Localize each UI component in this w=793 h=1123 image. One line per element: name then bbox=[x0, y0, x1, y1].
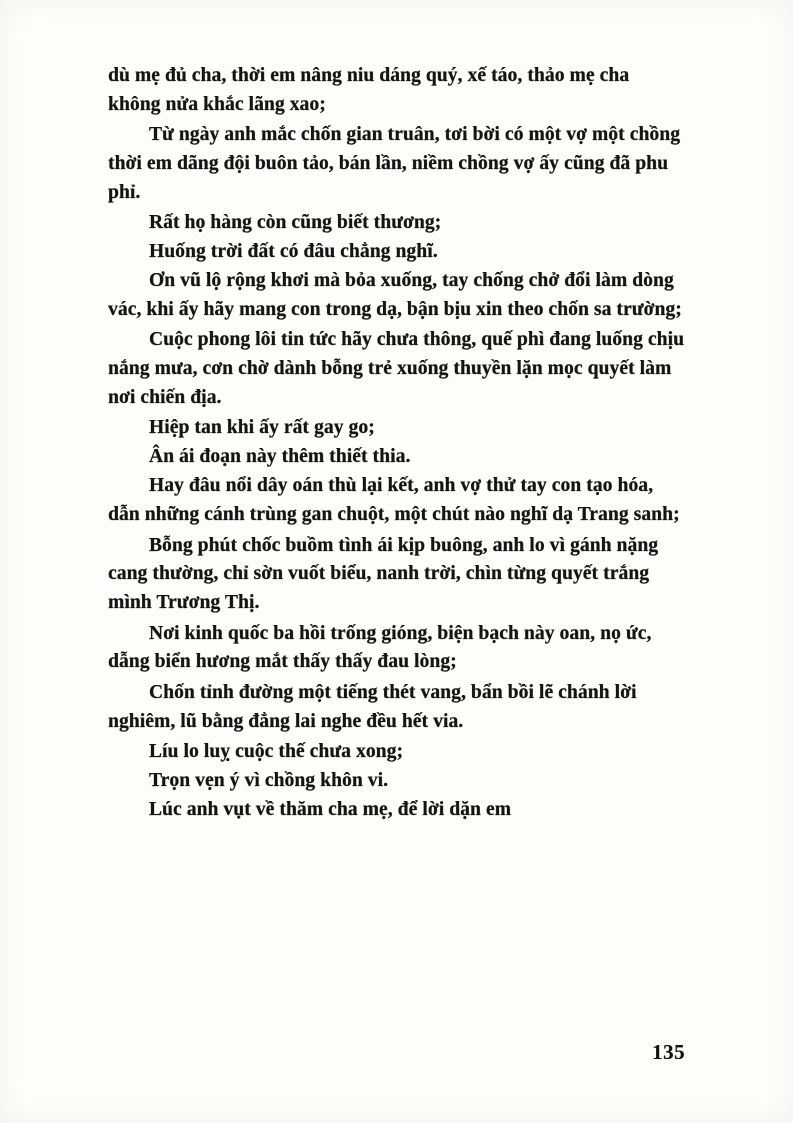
page-number: 135 bbox=[652, 1040, 685, 1064]
paragraph: Huống trời đất có đâu chẳng nghĩ. bbox=[148, 241, 438, 263]
paragraph: Hiệp tan khi ấy rất gay go; bbox=[148, 417, 375, 439]
paragraph: Từ ngày anh mắc chốn gian truân, tơi bời có một vợ một chồng thời em dãng đội buôn tảo, bán lần, niềm chồng vợ ấy cũng đã phu phỉ. bbox=[108, 124, 681, 203]
paragraph: Bỗng phút chốc buồm tình ái kịp buông, anh lo vì gánh nặng cang thường, chỉ sờn vuốt biểu, nanh trời, chìn từng quyết trắng mình Trương Thị. bbox=[108, 534, 659, 613]
paragraph: Rất họ hàng còn cũng biết thương; bbox=[148, 212, 442, 234]
paragraph: Chốn tỉnh đường một tiếng thét vang, bẩn bồi lẽ chánh lời nghiêm, lũ bằng đẳng lai nghe đều hết via. bbox=[108, 681, 637, 732]
paragraph: Ơn vũ lộ rộng khơi mà bỏa xuống, tay chống chở đổi làm dòng vác, khi ấy hãy mang con trong dạ, bận bịu xin theo chốn sa trường; bbox=[108, 270, 682, 320]
body-text bbox=[108, 62, 686, 827]
paragraph: Líu lo luỵ cuộc thế chưa xong; bbox=[148, 741, 404, 763]
paragraph: Nơi kinh quốc ba hồi trống gióng, biện bạch này oan, nọ ức, dẫng biển hương mắt thấy thấy đau lòng; bbox=[108, 622, 652, 673]
paragraph: Trọn vẹn ý vì chồng khôn vi. bbox=[148, 770, 389, 792]
paragraph: Hay đâu nổi dây oán thù lại kết, anh vợ thử tay con tạo hóa, dẫn những cánh trùng gan chuột, một chút nào nghĩ dạ Trang sanh; bbox=[108, 475, 680, 526]
paragraph: Ân ái đoạn này thêm thiết thia. bbox=[148, 446, 411, 468]
paragraph: dù mẹ đủ cha, thời em nâng niu dáng quý, xế táo, thảo mẹ cha không nửa khắc lãng xao; bbox=[108, 65, 630, 115]
paragraph: Lúc anh vụt về thăm cha mẹ, để lời dặn em bbox=[148, 799, 512, 821]
paragraph: Cuộc phong lôi tin tức hãy chưa thông, quế phì đang luống chịu nắng mưa, cơn chờ dành bỗng trẻ xuống thuyền lặn mọc quyết làm nơi chiến địa. bbox=[108, 329, 685, 408]
